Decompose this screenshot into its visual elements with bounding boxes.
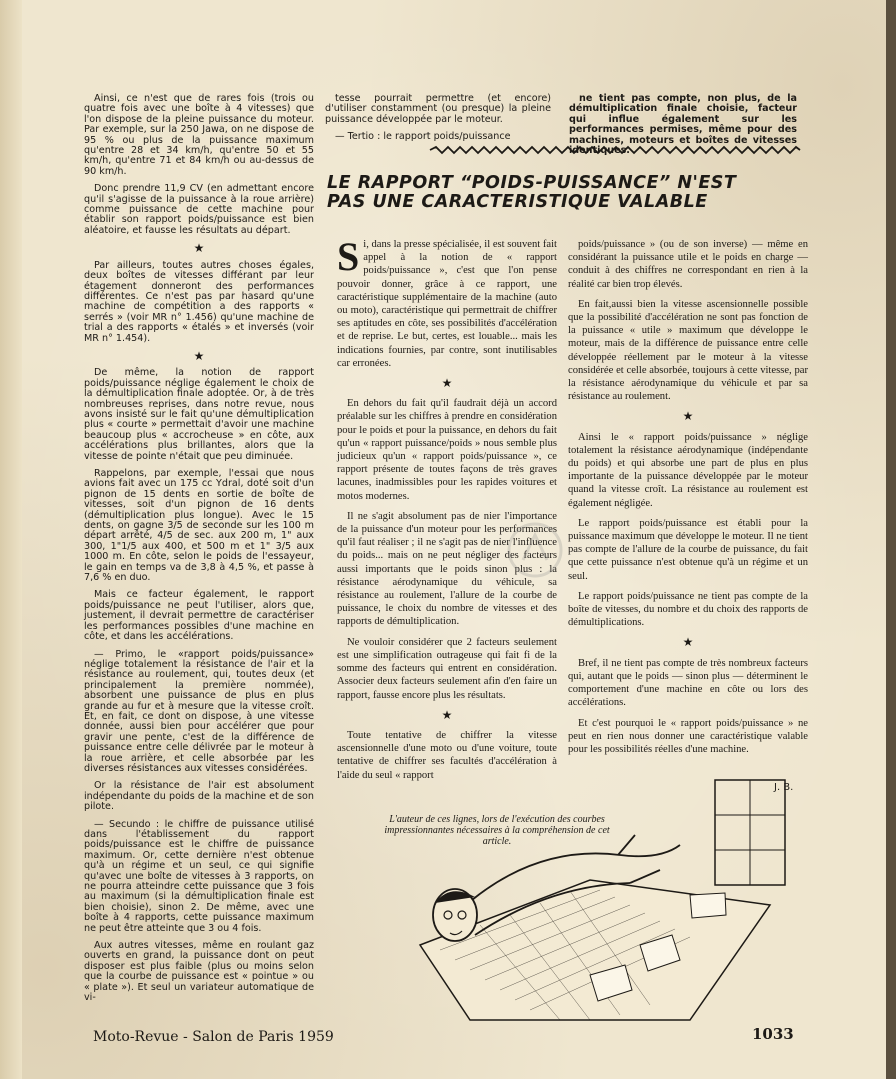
section-separator-star: ★ <box>441 376 453 391</box>
paragraph: — Tertio : le rapport poids/puissance <box>335 131 511 143</box>
paragraph: Or la résistance de l'air est absolument indépendante du poids de la machine et de son pilote. <box>84 780 314 813</box>
paragraph: Bref, il ne tient pas compte de très nombreux facteurs qui, autant que le poids — sinon plus — déterminent le comportement d'une machine en côte ou lors des accélérations. <box>568 657 808 709</box>
author-signature: J. B. <box>774 782 794 793</box>
paragraph: Il ne s'agit absolument pas de nier l'importance de la puissance d'un moteur pour les performances qu'il faut réaliser ; il ne s'agit pas de nier l'influence du poids... mais on ne peut négliger des facteurs aussi importants que le poids sinon plus : la résistance aérodynamique du véhicule, sa résistance au roulement, l'allure de la courbe de puissance, le choix du nombre de vitesses et des rapports de démultiplication. <box>337 510 557 628</box>
cartoon-caption: L'auteur de ces lignes, lors de l'exécution des courbes impressionnantes nécessaires à la compréhension de cet article. <box>384 814 610 847</box>
paragraph: Et c'est pourquoi le « rapport poids/puissance » ne peut en rien nous donner une caractéristique valable pour les possibilités réelles d'une machine. <box>568 717 808 755</box>
section-separator-star: ★ <box>193 348 205 363</box>
paragraph: Ainsi le « rapport poids/puissance » néglige totalement la résistance aérodynamique (indépendante du poids) et qui absorbe une part de plus en plus importante de la puissance développée par le moteur quand la vitesse croît. La résistance au roulement est également négligée. <box>568 431 808 509</box>
paragraph: Rappelons, par exemple, l'essai que nous avions fait avec un 175 cc Ydral, doté soit d'un pignon de 15 dents en sortie de boîte de vitesses, soit d'un pignon de 16 dents (démultiplication plus longue). Avec le 15 dents, on gagne 3/5 de seconde sur les 100 m départ arrêté, 4/5 de sec. aux 200 m, 1" aux 300, 1"1/5 aux 400, et 500 m et 1" 3/5 aux 1000 m. En côte, selon le poids de l'essayeur, le gain en temps va de 3,8 à 4,5 %, et passe à 7,6 % en duo. <box>84 468 314 584</box>
drop-cap: S <box>337 234 360 279</box>
section-separator-star: ★ <box>682 635 694 650</box>
paragraph: En fait,aussi bien la vitesse ascensionnelle possible que la possibilité d'accélération ne sont pas fonction de la puissance « utile » maximum que développe le moteur, mais de la différence de puissance entre celle développée réellement par le moteur à la vitesse considérée et celle absorbée, toujours à cette vitesse, par la résistance aérodynamique du véhicule et par sa résistance au roulement. <box>568 298 808 403</box>
column-3-top <box>569 93 797 157</box>
column-2-top <box>325 94 551 144</box>
page-number: 1033 <box>752 1025 794 1043</box>
decorative-divider <box>430 146 800 154</box>
article-headline: LE RAPPORT “POIDS-PUISSANCE” N'EST PAS UNE CARACTERISTIQUE VALABLE <box>327 173 737 212</box>
paragraph: — Primo, le «rapport poids/puissance» néglige totalement la résistance de l'air et la résistance au roulement, qui, toutes deux (et principalement la première nommée), absorbent une puissance de plus en plus grande au fur et à mesure que la vitesse croît. Et, en fait, ce dont on dispose, à une vitesse donnée, aussi bien pour accélérer que pour gravir une pente, c'est de la différence de puissance entre celle délivrée par le moteur à la roue arrière, et celle absorbée par les diverses résistances aux vitesses considérées. <box>84 648 314 774</box>
publication-footer: Moto-Revue - Salon de Paris 1959 <box>93 1029 334 1045</box>
paragraph: tesse pourrait permettre (et encore) d'utiliser constamment (ou presque) la pleine puissance développée par le moteur. <box>325 93 551 125</box>
paragraph: Le rapport poids/puissance est établi pour la puissance maximum que développe le moteur. Il ne tient pas compte de l'allure de la courbe de puissance, du fait que cette puissance n'est obtenue qu'à un régime et un seul. <box>568 517 808 582</box>
section-separator-star: ★ <box>441 707 453 722</box>
paragraph: Le rapport poids/puissance ne tient pas compte de la boîte de vitesses, du nombre et du choix des rapports de démultiplications. <box>568 590 808 629</box>
paragraph: ne tient pas compte, non plus, de la démultiplication finale choisie, facteur qui influe également sur les performances permises, même pour des machines, moteurs et boîtes de vitesses identiques. <box>569 93 797 157</box>
paragraph: — Secundo : le chiffre de puissance utilisé dans l'établissement du rapport poids/puissance est le chiffre de puissance maximum. Or, cette dernière n'est obtenue qu'à un régime et un seul, ce qui signifie qu'avec une boîte de vitesses à 3 rapports, on ne pourra atteindre cette puissance que 3 fois au maximum (si la démultiplication finale est bien choisie), sinon 2. De même, avec une boîte à 4 rapports, cette puissance maximum ne peut être atteinte que 3 ou 4 fois. <box>84 818 314 934</box>
paragraph: Ne vouloir considérer que 2 facteurs seulement est une simplification outrageuse qui fait fi de la somme des facteurs qui entrent en considération. Associer deux facteurs seulement afin d'en faire un rapport, fausse encore plus les résultats. <box>337 636 557 701</box>
paragraph: Mais ce facteur également, le rapport poids/puissance ne peut l'utiliser, alors que, justement, il devrait permettre de caractériser les performances possibles d'une machine en côte, et dans les accélérations. <box>84 589 314 643</box>
paragraph: Toute tentative de chiffrer la vitesse ascensionnelle d'une moto ou d'une voiture, toute tentative de chiffrer ses facultés d'accélération à l'aide du seul « rapport <box>337 729 557 781</box>
paragraph: Ainsi, ce n'est que de rares fois (trois ou quatre fois avec une boîte à 4 vitesses) que l'on dispose de la pleine puissance du moteur. Par exemple, sur la 250 Jawa, on ne dispose de 95 % ou plus de la puissance maximum qu'entre 28 et 34 km/h, qu'entre 50 et 55 km/h, qu'entre 71 et 84 km/h ou au-dessus de 90 km/h. <box>84 93 314 177</box>
paragraph: En dehors du fait qu'il faudrait déjà un accord préalable sur les chiffres à prendre en considération pour le poids et pour la puissance, en dehors du fait qu'un « rapport puissance/poids » nous semble plus judicieux qu'un « rapport poids/puissance », ce rapport présente de toutes façons de très graves lacunes, inadmissibles pour les rapides voitures et motos modernes. <box>337 398 557 502</box>
column-4 <box>337 234 557 798</box>
paragraph: poids/puissance » (ou de son inverse) — même en considérant la puissance utile et le poids en charge — conduit à des chiffres ne correspondant en rien à la réalité car bien trop élevés. <box>568 239 808 290</box>
section-separator-star: ★ <box>193 241 205 256</box>
paragraph: Aux autres vitesses, même en roulant gaz ouverts en grand, la puissance dont on peut disposer est plus faible (plus ou moins selon que la courbe de puissance est « pointue » ou « plate »). Et seul un variateur automatique de vi- <box>84 940 314 1004</box>
paragraph: Si, dans la presse spécialisée, il est souvent fait appel à la notion de « rapport poids/puissance », c'est que l'on pense pouvoir donner, grâce à ce rapport, une caractéristique supplémentaire de la machine (auto ou moto), caractéristique qui permettrait de chiffrer ses aptitudes en côte, ses possibilités d'accélération et de reprise. Le but, certes, est louable... mais les indications fournies, par contre, sont inutilisables car erronées. <box>337 234 557 369</box>
paragraph: Donc prendre 11,9 CV (en admettant encore qu'il s'agisse de la puissance à la roue arrière) comme puissance de cette machine pour établir son rapport poids/puissance est bien aléatoire, et fausse les résultats au départ. <box>84 183 314 236</box>
column-5 <box>568 238 808 813</box>
paragraph: Par ailleurs, toutes autres choses égales, deux boîtes de vitesses différant par leur étagement donneront des performances différentes. Ce n'est pas par hasard qu'une machine de compétition a des rapports « serrés » (voir MR n° 1.456) qu'une machine de trial a des rapports « étalés » et inversés (voir MR n° 1.454). <box>84 259 314 344</box>
watermark-logo <box>505 520 565 580</box>
paragraph: De même, la notion de rapport poids/puissance néglige également le choix de la démultiplication finale adoptée. Or, à de très nombreuses reprises, dans notre revue, nous avons insisté sur le fait qu'une démultiplication plus « courte » permettait d'avoir une machine beaucoup plus « accrocheuse » en côte, aux accélérations plus brillantes, alors que la vitesse de pointe n'était que peu diminuée. <box>84 367 314 462</box>
column-1 <box>84 94 314 1054</box>
cartoon-illustration <box>360 775 790 1025</box>
page-gutter <box>0 0 22 1079</box>
section-separator-star: ★ <box>682 409 694 424</box>
